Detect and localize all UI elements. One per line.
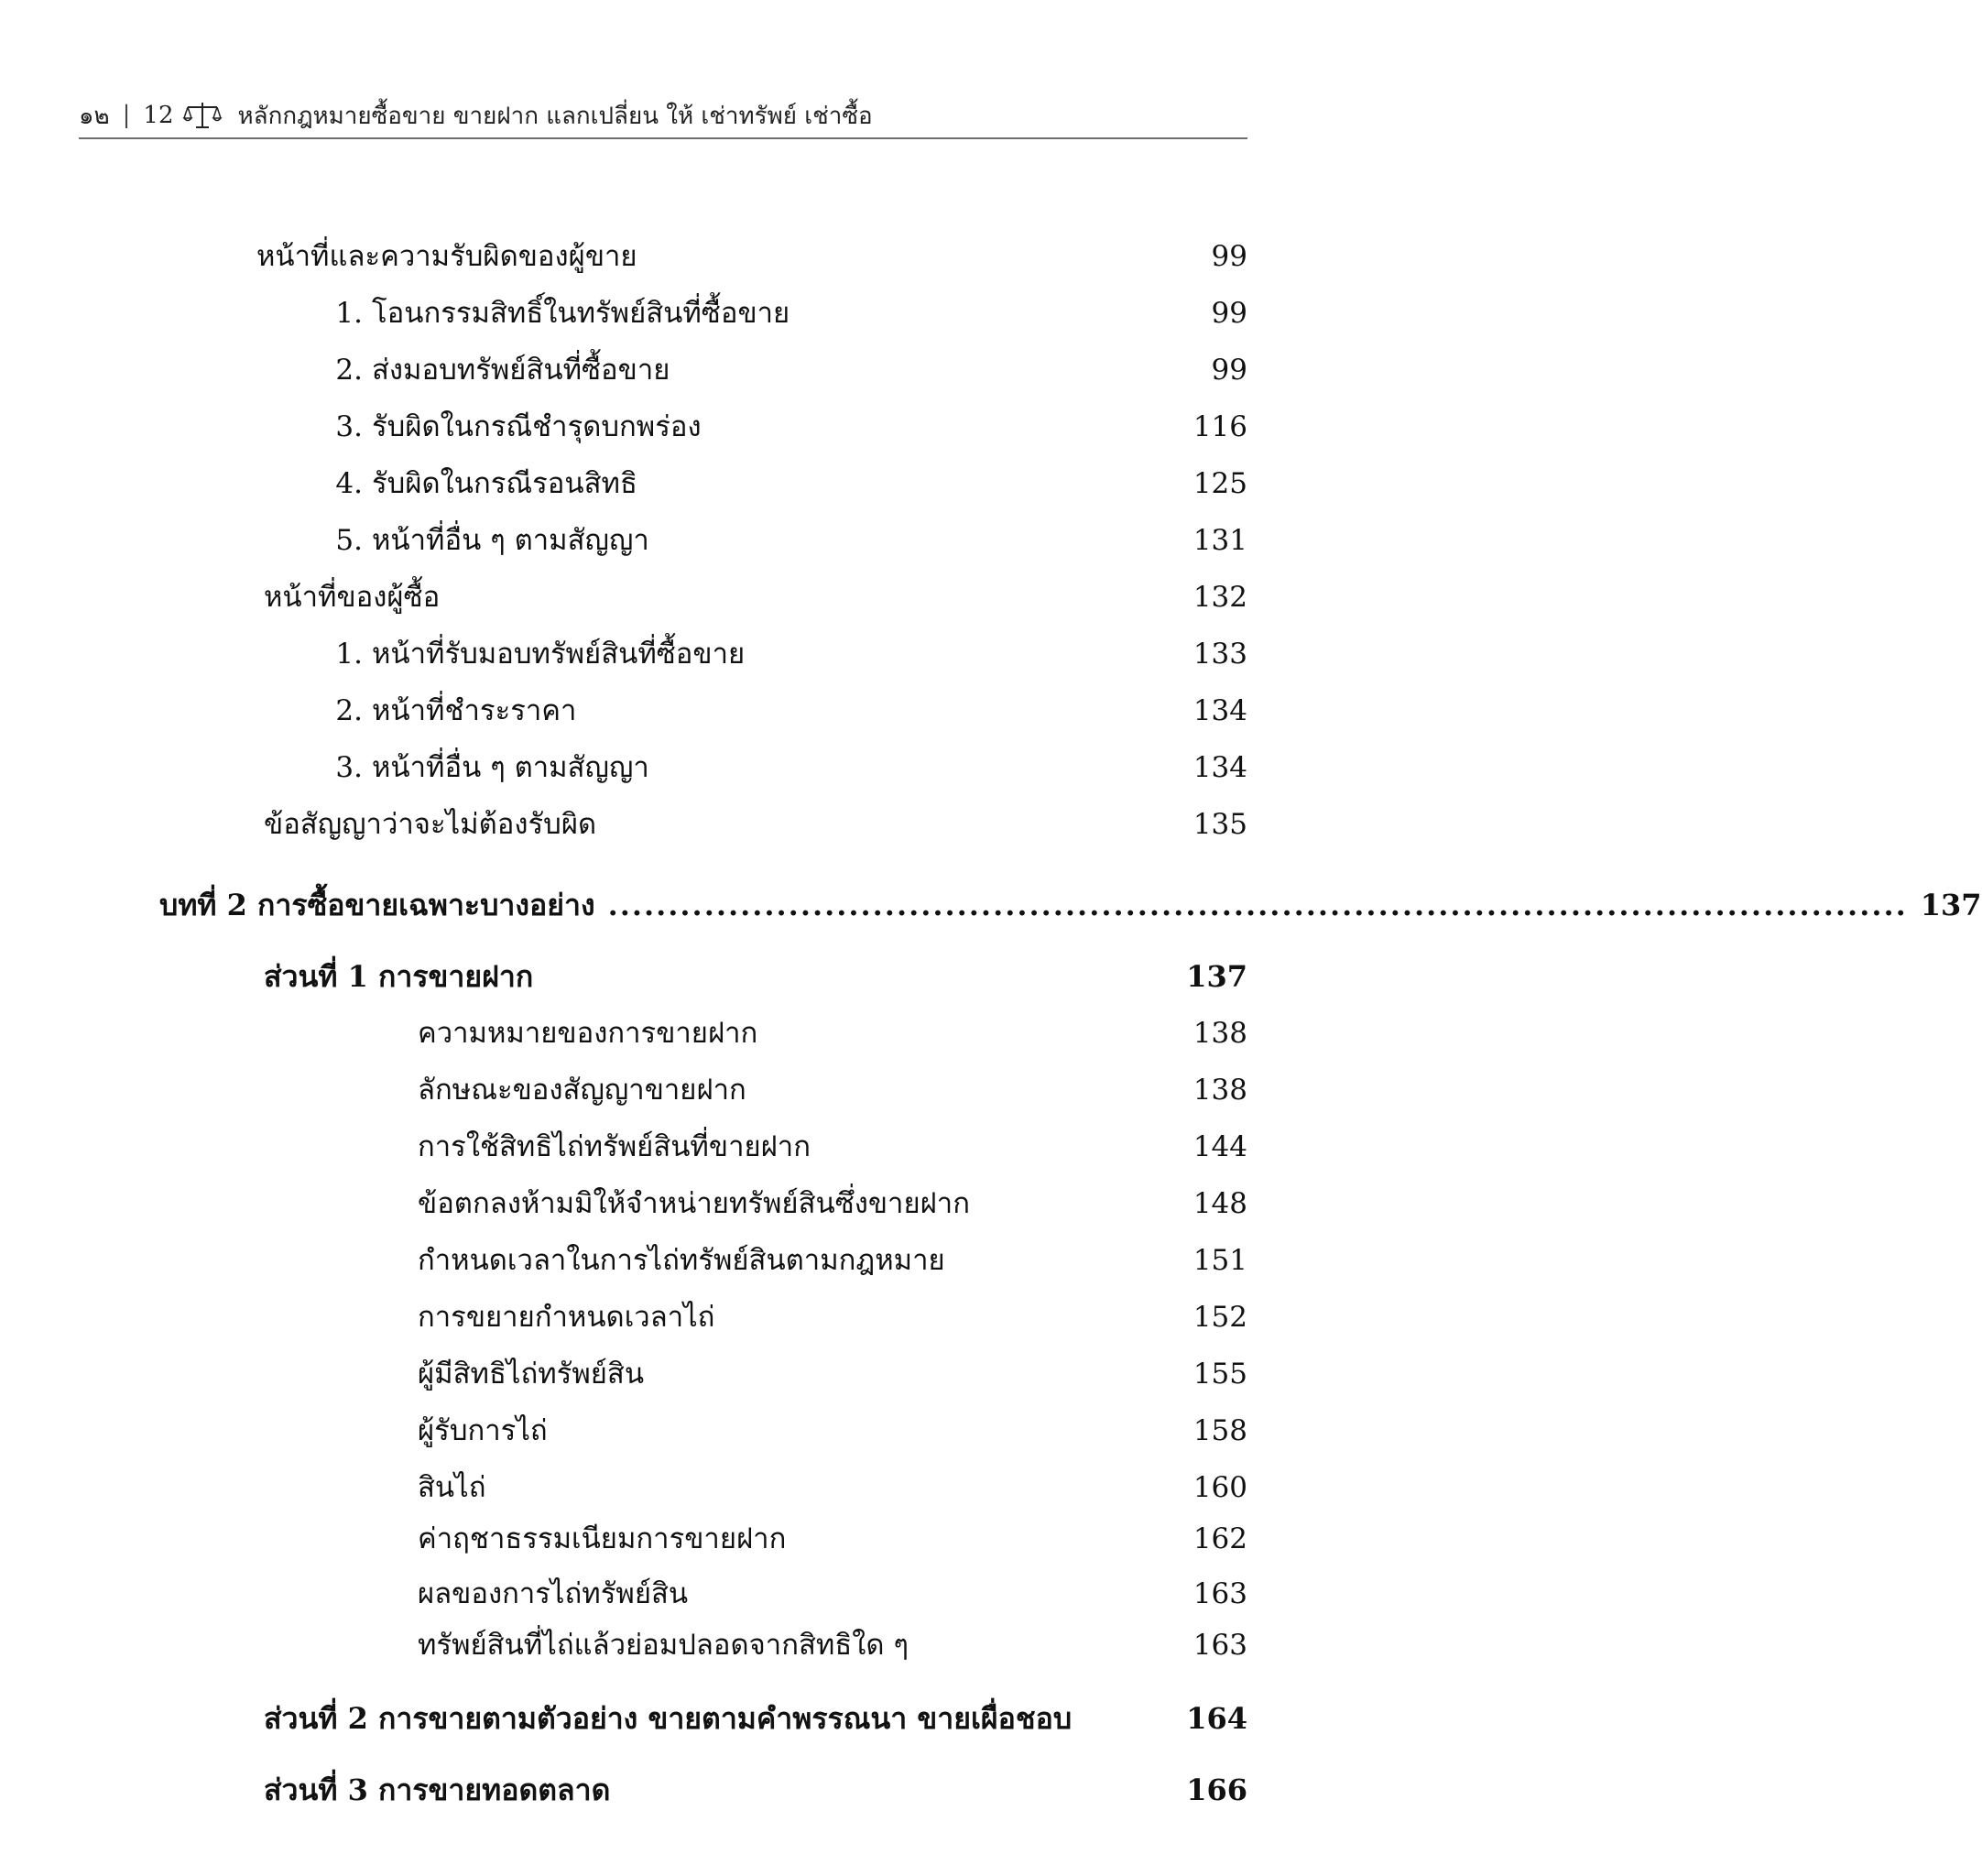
- page-ref: 158: [1192, 1414, 1247, 1447]
- page-ref: 99: [1211, 297, 1247, 330]
- toc-entry: 2. หน้าที่ชำระราคา 134: [330, 689, 1247, 733]
- page-ref: 137: [1186, 959, 1247, 994]
- toc-entry-seller-duties: หน้าที่และความรับผิดของผู้ขาย 99: [256, 234, 1247, 278]
- page-ref: 155: [1192, 1358, 1247, 1391]
- toc-entry: 5. หน้าที่อื่น ๆ ตามสัญญา 131: [330, 518, 1247, 562]
- toc-section-2: ส่วนที่ 2 การขายตามตัวอย่าง ขายตามคำพรรณนา ขายเผื่อชอบ 164: [264, 1696, 1247, 1740]
- thai-page-number: ๑๒: [79, 102, 110, 130]
- page-number: 12: [143, 102, 174, 129]
- toc-entry: 1. โอนกรรมสิทธิ์ในทรัพย์สินที่ซื้อขาย 99: [330, 291, 1247, 335]
- toc-section-3: ส่วนที่ 3 การขายทอดตลาด 166: [264, 1768, 1247, 1812]
- page-ref: 162: [1192, 1522, 1247, 1555]
- toc-entry: ข้อตกลงห้ามมิให้จำหน่ายทรัพย์สินซึ่งขายฝาก 148: [418, 1182, 1247, 1226]
- running-header: [79, 92, 1247, 139]
- toc-entry-buyer-duties: หน้าที่ของผู้ซื้อ 132: [264, 575, 1247, 619]
- toc-entry: ผลของการไถ่ทรัพย์สิน 163: [418, 1572, 1247, 1616]
- page-ref: 99: [1211, 354, 1247, 387]
- page-ref: 137: [1920, 888, 1982, 922]
- toc-entry: ผู้มีสิทธิไถ่ทรัพย์สิน 155: [418, 1352, 1247, 1396]
- toc-entry: การใช้สิทธิไถ่ทรัพย์สินที่ขายฝาก 144: [418, 1125, 1247, 1169]
- page-ref: 151: [1192, 1244, 1247, 1277]
- toc-entry: ค่าฤชาธรรมเนียมการขายฝาก 162: [418, 1517, 1247, 1561]
- page-ref: 133: [1192, 638, 1247, 671]
- page-ref: 138: [1192, 1017, 1247, 1050]
- page-ref: 163: [1192, 1577, 1247, 1610]
- leader-dots: ............................................................................................................: [607, 888, 1908, 922]
- page-ref: 152: [1192, 1301, 1247, 1334]
- toc-entry: 3. หน้าที่อื่น ๆ ตามสัญญา 134: [330, 746, 1247, 790]
- toc-entry: ลักษณะของสัญญาขายฝาก 138: [418, 1068, 1247, 1112]
- toc-entry: 4. รับผิดในกรณีรอนสิทธิ 125: [330, 462, 1247, 506]
- toc-entry: 2. ส่งมอบทรัพย์สินที่ซื้อขาย 99: [330, 348, 1247, 392]
- toc-entry: ผู้รับการไถ่ 158: [418, 1409, 1247, 1453]
- page-ref: 99: [1211, 240, 1247, 273]
- header-divider: [79, 137, 1247, 139]
- page-ref: 135: [1192, 808, 1247, 841]
- scales-of-justice-icon: [183, 100, 222, 131]
- toc-section-1: ส่วนที่ 1 การขายฝาก 137: [264, 954, 1247, 998]
- toc-entry: กำหนดเวลาในการไถ่ทรัพย์สินตามกฎหมาย 151: [418, 1238, 1247, 1282]
- page-ref: 160: [1192, 1471, 1247, 1504]
- toc-entry-exemption: ข้อสัญญาว่าจะไม่ต้องรับผิด 135: [264, 802, 1247, 846]
- page-ref: 144: [1192, 1130, 1247, 1163]
- page-ref: 125: [1192, 467, 1247, 500]
- page-ref: 134: [1192, 751, 1247, 784]
- toc-entry: 1. หน้าที่รับมอบทรัพย์สินที่ซื้อขาย 133: [330, 632, 1247, 676]
- toc-entry: สินไถ่ 160: [418, 1466, 1247, 1510]
- book-title: หลักกฎหมายซื้อขาย ขายฝาก แลกเปลี่ยน ให้ เช่าทรัพย์ เช่าซื้อ: [237, 102, 873, 130]
- header-separator: |: [122, 102, 131, 129]
- page-ref: 164: [1186, 1701, 1247, 1736]
- page-ref: 163: [1192, 1629, 1247, 1662]
- page-ref: 116: [1192, 410, 1247, 443]
- toc-entry: ทรัพย์สินที่ไถ่แล้วย่อมปลอดจากสิทธิใด ๆ 163: [418, 1623, 1247, 1667]
- page-ref: 132: [1192, 581, 1247, 614]
- toc-entry: ความหมายของการขายฝาก 138: [418, 1011, 1247, 1055]
- toc-entry: 3. รับผิดในกรณีชำรุดบกพร่อง 116: [330, 405, 1247, 449]
- page-ref: 134: [1192, 694, 1247, 727]
- toc-chapter-2: [159, 883, 1982, 927]
- toc-entry: การขยายกำหนดเวลาไถ่ 152: [418, 1295, 1247, 1339]
- page-ref: 148: [1192, 1187, 1247, 1220]
- page-ref: 166: [1186, 1772, 1247, 1807]
- page-ref: 131: [1192, 524, 1247, 557]
- page-ref: 138: [1192, 1074, 1247, 1107]
- chapter-title: บทที่ 2 การซื้อขายเฉพาะบางอย่าง: [159, 888, 595, 922]
